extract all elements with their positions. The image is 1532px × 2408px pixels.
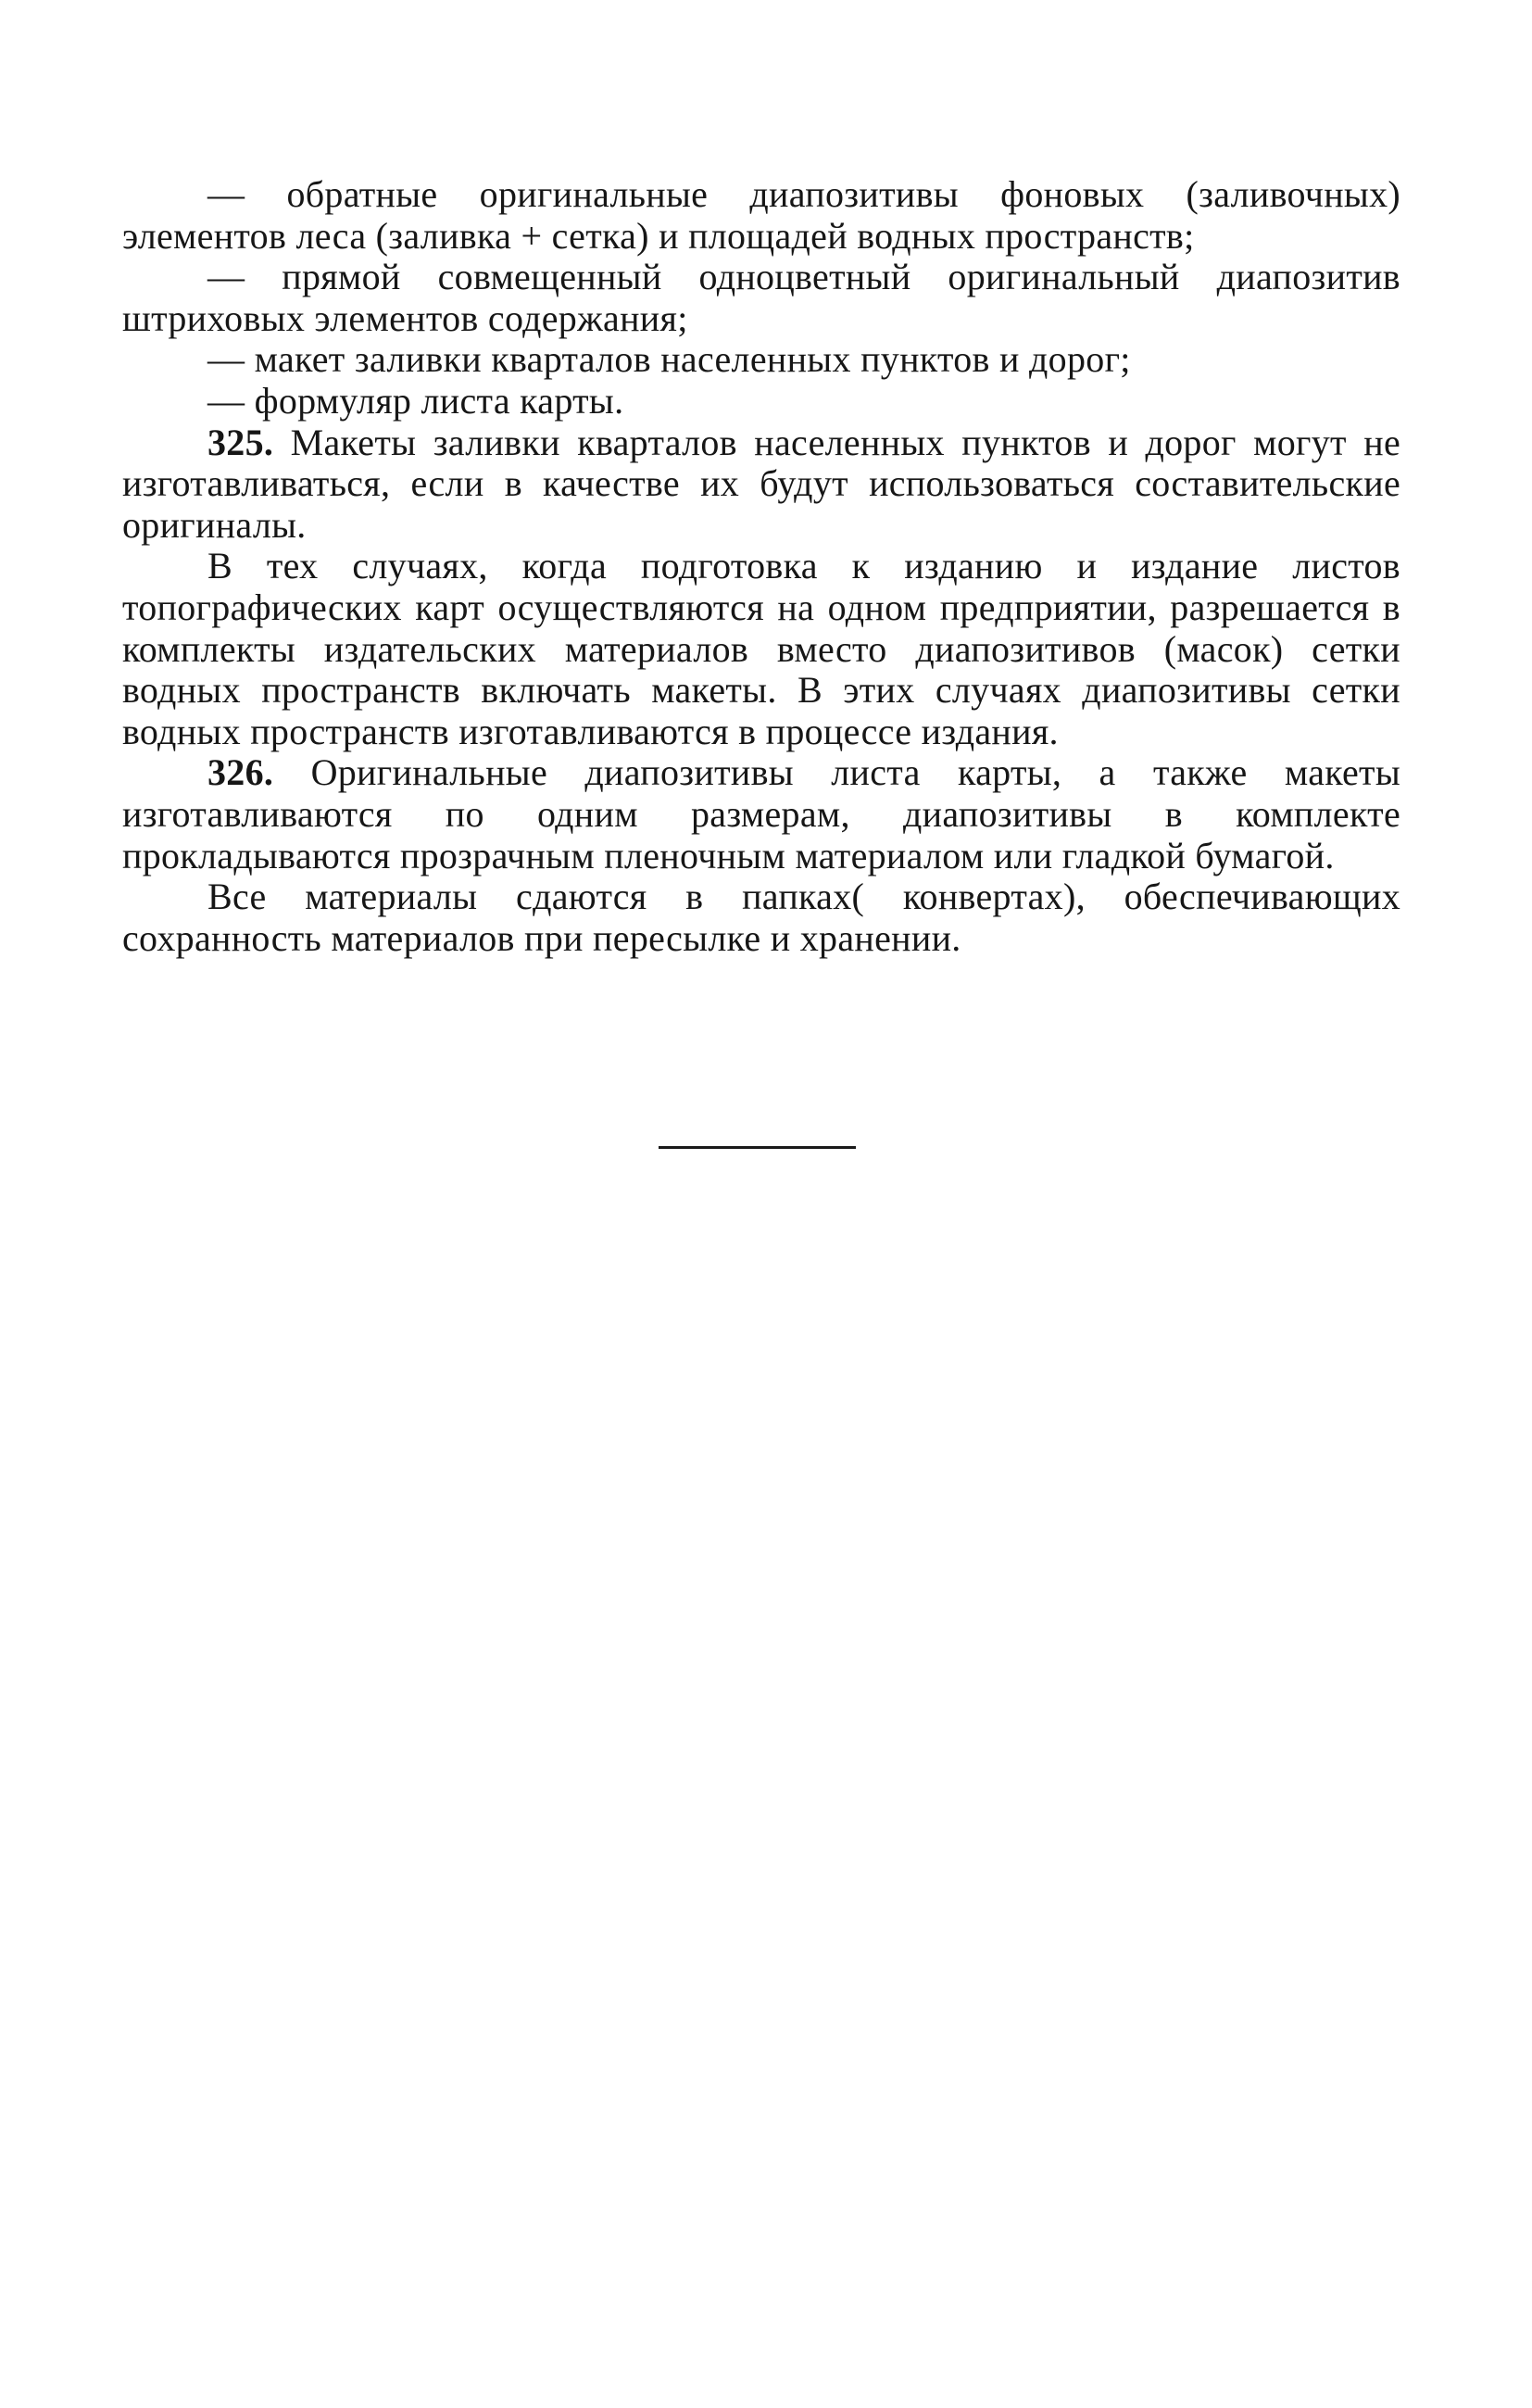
list-item-fill-layout: — макет заливки кварталов населенных пунктов и дорог; (207, 338, 1131, 381)
paragraph-cases: В тех случаях, когда подготовка к изданию и издание листов топографических карт осуществляются на одном предприятии, разрешается в комплекты издательских материалов вместо диапозитивов (масок) сетки водных пространств включать макеты. В этих случаях диапозитивы сетки водных пространств изготавливаются в процессе издания. (122, 545, 1400, 752)
document-page (122, 174, 1400, 959)
end-separator-line (659, 1146, 856, 1149)
section-325-number: 325. (207, 421, 274, 463)
section-325 (122, 422, 1400, 547)
section-326 (122, 752, 1400, 876)
section-326-number: 326. (207, 751, 274, 794)
list-item-map-form: — формуляр листа карты. (207, 379, 624, 422)
list-item-direct-diapositive: — прямой совмещенный одноцветный оригинальный диапозитив штриховых элементов содержания; (122, 256, 1400, 339)
paragraph-materials: Все материалы сдаются в папках( конвертах), обеспечивающих сохранность материалов при пересылке и хранении. (122, 876, 1400, 959)
section-326-text: Оригинальные диапозитивы листа карты, а также макеты изготавливаются по одним размерам, диапозитивы в комплекте прокладываются прозрачным пленочным материалом или гладкой бумагой. (122, 751, 1400, 876)
list-item-reverse-diapositives: — обратные оригинальные диапозитивы фоновых (заливочных) элементов леса (заливка + сетка) и площадей водных пространств; (122, 173, 1400, 257)
section-325-text: Макеты заливки кварталов населенных пунктов и дорог могут не изготавливаться, если в качестве их будут использоваться составительские оригиналы. (122, 421, 1400, 546)
